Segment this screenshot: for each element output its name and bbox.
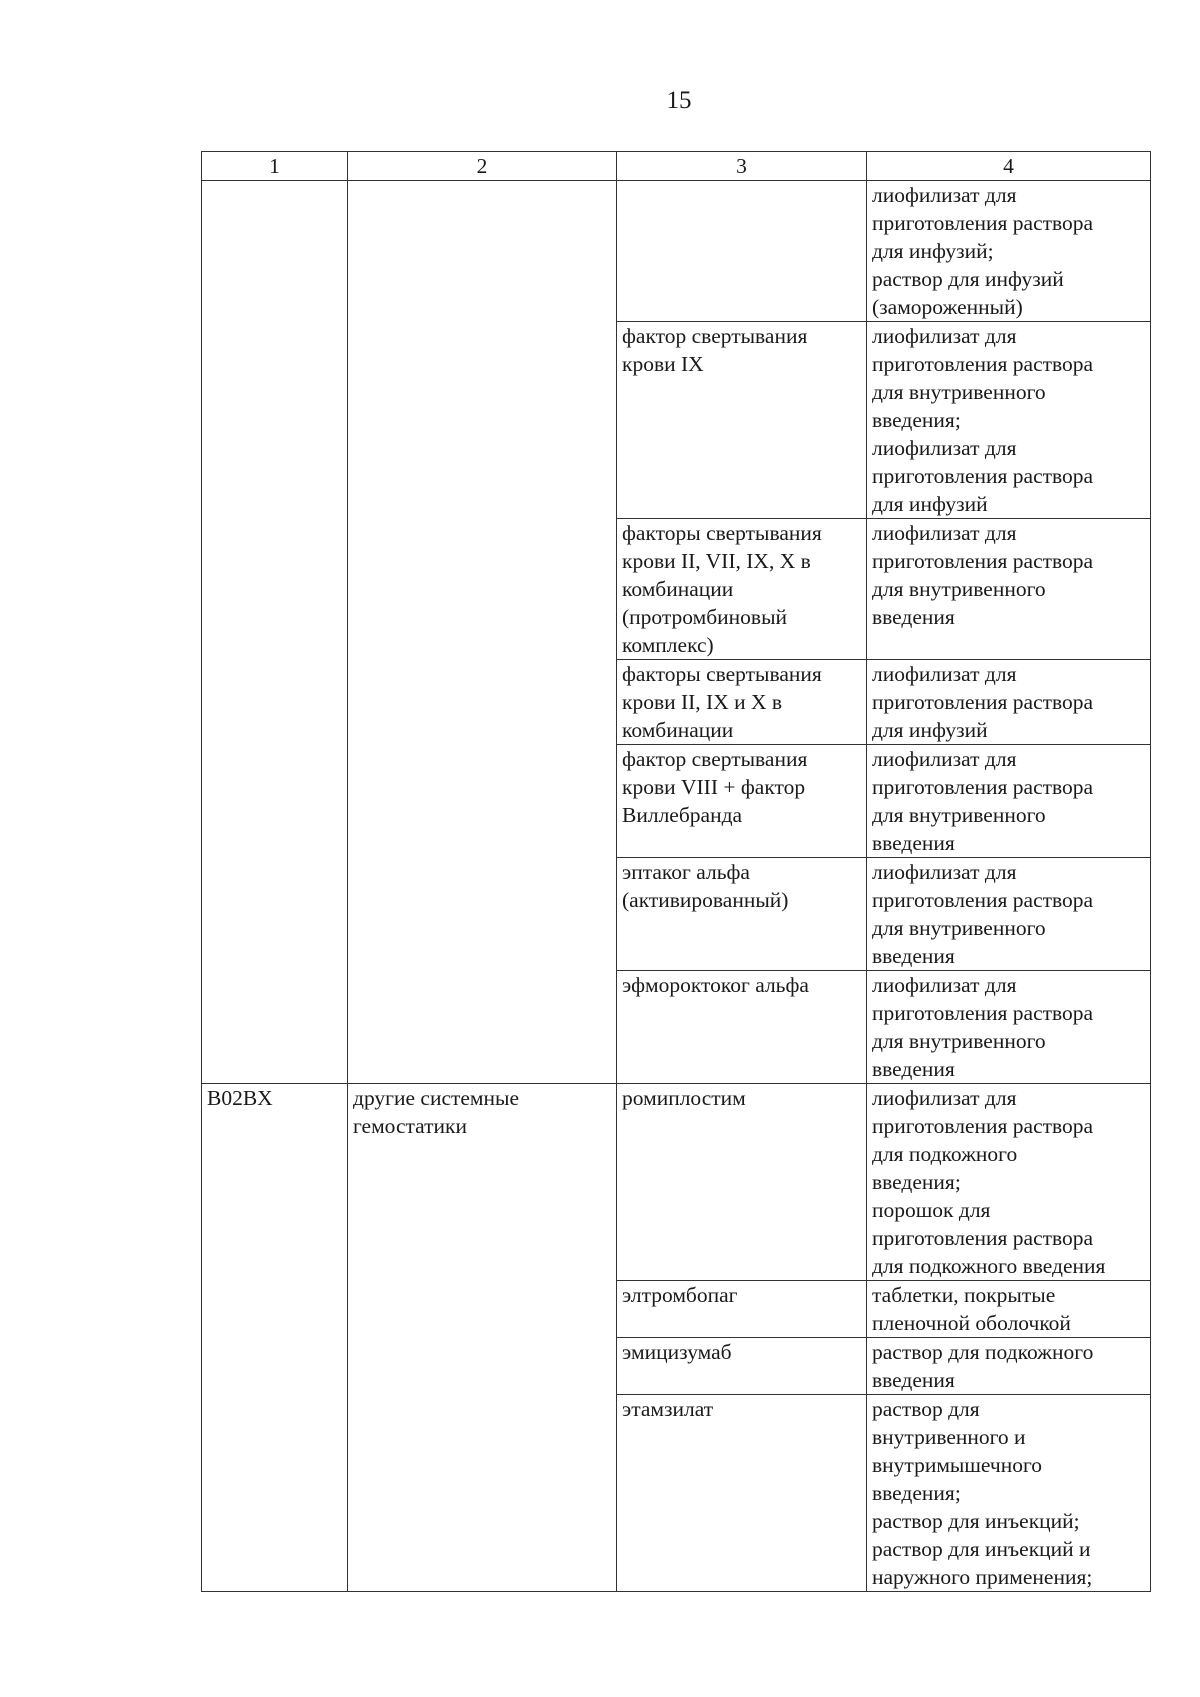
cell-drug-name: эмицизумаб — [617, 1338, 867, 1395]
table-row — [202, 181, 1151, 322]
cell-drug-name: эфмороктоког альфа — [617, 971, 867, 1084]
cell-forms: лиофилизат для приготовления раствора для подкожного введения; порошок для приготовления раствора для подкожного введения — [867, 1084, 1151, 1281]
cell-group-empty — [348, 181, 617, 1084]
medications-table — [201, 151, 1151, 1592]
header-col-1: 1 — [202, 152, 348, 181]
cell-forms: лиофилизат для приготовления раствора для внутривенного введения — [867, 971, 1151, 1084]
cell-drug-name: этамзилат — [617, 1395, 867, 1592]
cell-atc-code: B02BX — [202, 1084, 348, 1592]
header-row — [202, 152, 1151, 181]
header-col-4: 4 — [867, 152, 1151, 181]
cell-forms: лиофилизат для приготовления раствора для внутривенного введения; лиофилизат для приготовления раствора для инфузий — [867, 322, 1151, 519]
cell-drug-empty — [617, 181, 867, 322]
cell-drug-name: ромиплостим — [617, 1084, 867, 1281]
page-number: 15 — [666, 87, 692, 114]
header-col-3: 3 — [617, 152, 867, 181]
table-row — [202, 1084, 1151, 1281]
cell-group-name: другие системные гемостатики — [348, 1084, 617, 1592]
cell-forms: таблетки, покрытые пленочной оболочкой — [867, 1281, 1151, 1338]
cell-drug-name: факторы свертывания крови II, VII, IX, X в комбинации (протромбиновый комплекс) — [617, 519, 867, 660]
cell-drug-name: фактор свертывания крови IX — [617, 322, 867, 519]
cell-drug-name: фактор свертывания крови VIII + фактор Виллебранда — [617, 745, 867, 858]
cell-forms: раствор для внутривенного и внутримышечного введения; раствор для инъекций; раствор для инъекций и наружного применения; — [867, 1395, 1151, 1592]
cell-drug-name: элтромбопаг — [617, 1281, 867, 1338]
cell-forms: лиофилизат для приготовления раствора для внутривенного введения — [867, 519, 1151, 660]
cell-forms: лиофилизат для приготовления раствора для инфузий — [867, 660, 1151, 745]
header-col-2: 2 — [348, 152, 617, 181]
cell-drug-name: факторы свертывания крови II, IX и X в комбинации — [617, 660, 867, 745]
cell-forms: лиофилизат для приготовления раствора для инфузий; раствор для инфузий (замороженный) — [867, 181, 1151, 322]
cell-forms: лиофилизат для приготовления раствора для внутривенного введения — [867, 745, 1151, 858]
cell-forms: раствор для подкожного введения — [867, 1338, 1151, 1395]
cell-code-empty — [202, 181, 348, 1084]
cell-drug-name: эптаког альфа (активированный) — [617, 858, 867, 971]
cell-forms: лиофилизат для приготовления раствора для внутривенного введения — [867, 858, 1151, 971]
